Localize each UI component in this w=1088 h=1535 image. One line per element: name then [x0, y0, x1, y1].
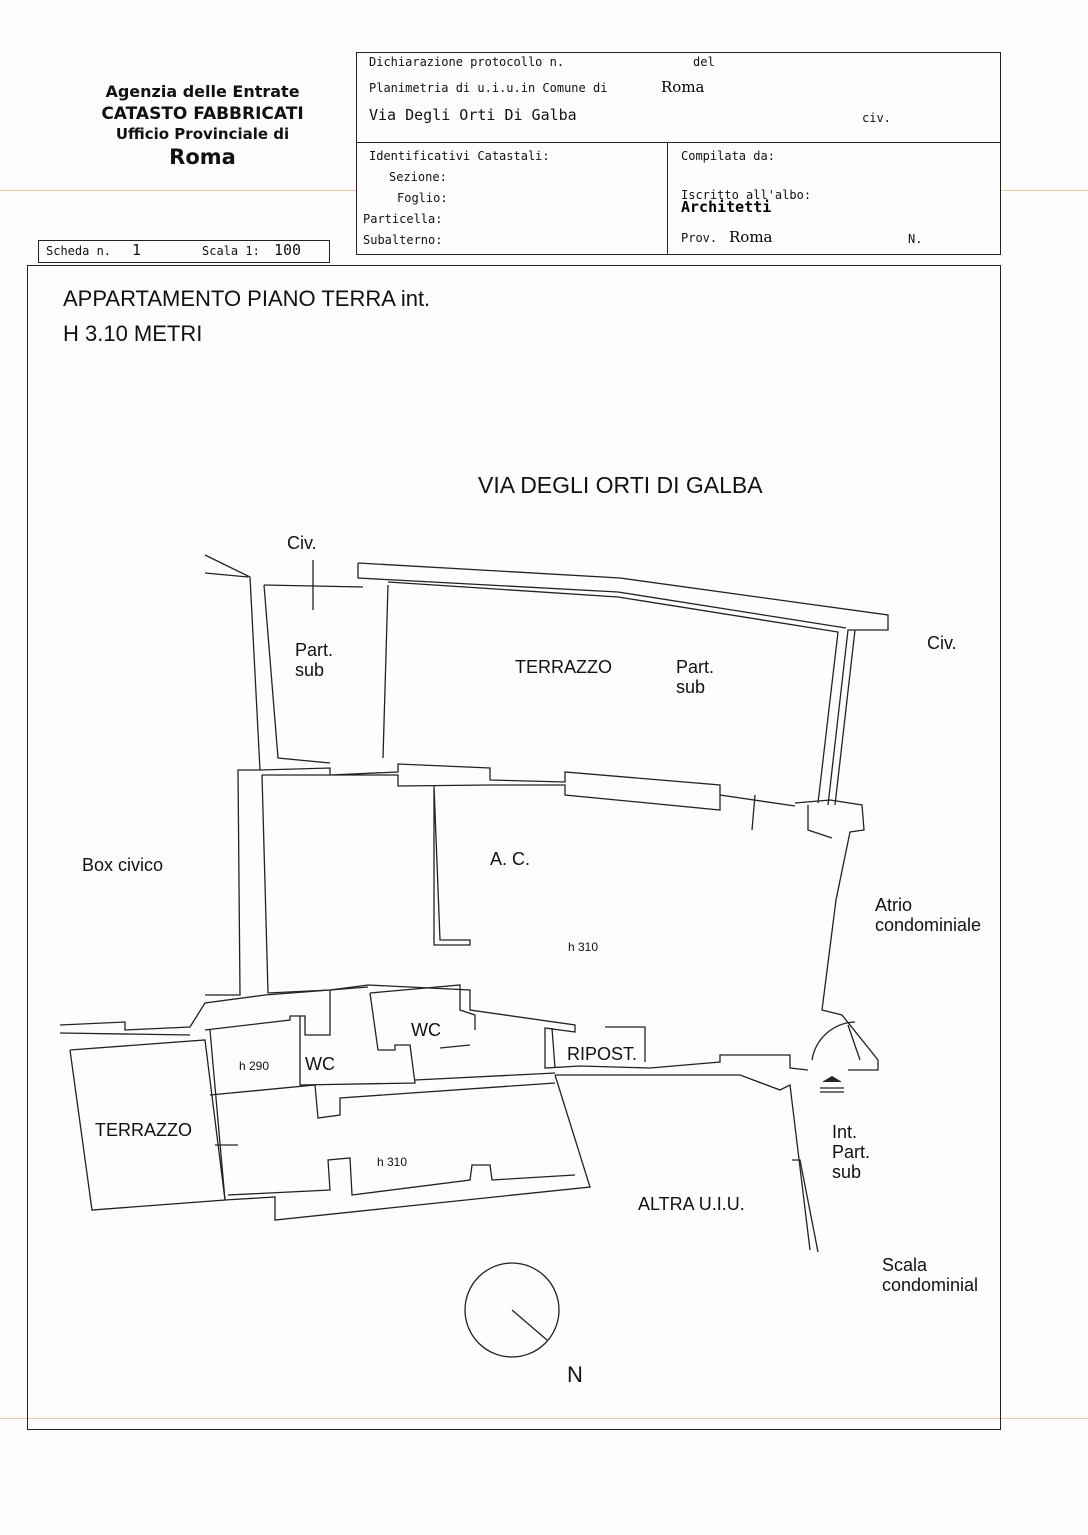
window-line: [720, 795, 795, 806]
civ-right-label: Civ.: [927, 633, 957, 653]
atrio-label: Atrio: [875, 895, 913, 915]
protocol-label: Dichiarazione protocollo n.: [369, 55, 565, 69]
planimetria-label: Planimetria di u.i.u.in Comune di: [369, 81, 608, 95]
identificativi-label: Identificativi Catastali:: [369, 149, 550, 163]
agency-city: Roma: [169, 145, 236, 170]
wc-left-wall: [205, 990, 330, 1035]
agency-name: Agenzia delle Entrate: [105, 82, 300, 101]
terrazzo-top-label: TERRAZZO: [515, 657, 612, 677]
foglio-label: Foglio:: [397, 191, 448, 205]
scala-value: 100: [274, 241, 302, 259]
condominial-label: condominial: [882, 1275, 979, 1295]
street-label: VIA DEGLI ORTI DI GALBA: [478, 472, 763, 498]
sub-label: sub: [676, 677, 706, 697]
terrace-outer-wall: [358, 563, 888, 805]
n-label: N.: [908, 232, 923, 246]
height-label: h 310: [377, 1155, 408, 1169]
comune-value: Roma: [661, 78, 705, 96]
agency-office: Ufficio Provinciale di: [115, 124, 290, 143]
del-label: del: [693, 55, 715, 69]
entrance-arrow-icon: [822, 1076, 842, 1082]
height-label: h 310: [568, 940, 599, 954]
ripost-partition: [552, 1028, 555, 1068]
prov-label: Prov.: [681, 231, 718, 245]
scheda-number: 1: [132, 241, 142, 259]
terrace-threshold-wall: [260, 764, 720, 810]
box-civico-label: Box civico: [82, 855, 164, 875]
ac-east-wall: [795, 800, 878, 1070]
lower-wing-upper-wall: [210, 1083, 555, 1118]
ac-label: A. C.: [490, 849, 531, 869]
ac-west-wall: [262, 775, 368, 993]
height-label: h 290: [239, 1059, 270, 1073]
sub-label: sub: [832, 1162, 862, 1182]
balcony-parapet: [60, 1033, 190, 1035]
common-corridor-wall: [555, 1075, 810, 1250]
scala-label: Scala 1:: [202, 244, 260, 258]
sezione-label: Sezione:: [389, 170, 447, 184]
wc-label: WC: [411, 1020, 441, 1040]
west-wall: [205, 555, 260, 995]
civ-top-label: Civ.: [287, 533, 317, 553]
compilata-label: Compilata da:: [681, 149, 775, 163]
wall-segment: [205, 573, 248, 577]
plan-title: APPARTAMENTO PIANO TERRA int.: [63, 286, 431, 311]
civ-label: civ.: [862, 111, 891, 125]
scheda-label: Scheda n.: [46, 244, 112, 258]
ac-partition: [434, 786, 470, 945]
condominiale-label: condominiale: [875, 915, 982, 935]
prov-value: Roma: [729, 228, 773, 246]
terrazzo-bottom-label: TERRAZZO: [95, 1120, 192, 1140]
plan-height: H 3.10 METRI: [63, 321, 203, 346]
scala-label: Scala: [882, 1255, 928, 1275]
wc-label: WC: [305, 1054, 335, 1074]
iscritto-label: Iscritto all'albo:: [681, 188, 812, 202]
altra-uiu-label: ALTRA U.I.U.: [638, 1194, 745, 1214]
north-needle: [512, 1310, 547, 1340]
north-compass: [465, 1263, 559, 1357]
corridor-wall: [415, 1073, 555, 1080]
ripost-label: RIPOST.: [567, 1044, 638, 1064]
agency-department: CATASTO FABBRICATI: [101, 103, 304, 124]
subalterno-label: Subalterno:: [363, 233, 443, 247]
particella-label: Particella:: [363, 212, 443, 226]
column: [808, 805, 832, 838]
albo-value: Architetti: [681, 198, 772, 216]
partition-wall: [383, 585, 388, 758]
address-value: Via Degli Orti Di Galba: [369, 106, 577, 124]
sub-label: sub: [295, 660, 325, 680]
int-label: Int.: [832, 1122, 858, 1142]
terrace-inner-wall: [388, 582, 838, 803]
north-label: N: [567, 1362, 583, 1387]
part-label: Part.: [832, 1142, 871, 1162]
wall-segment: [440, 1045, 470, 1048]
part-label: Part.: [676, 657, 715, 677]
part-label: Part.: [295, 640, 334, 660]
